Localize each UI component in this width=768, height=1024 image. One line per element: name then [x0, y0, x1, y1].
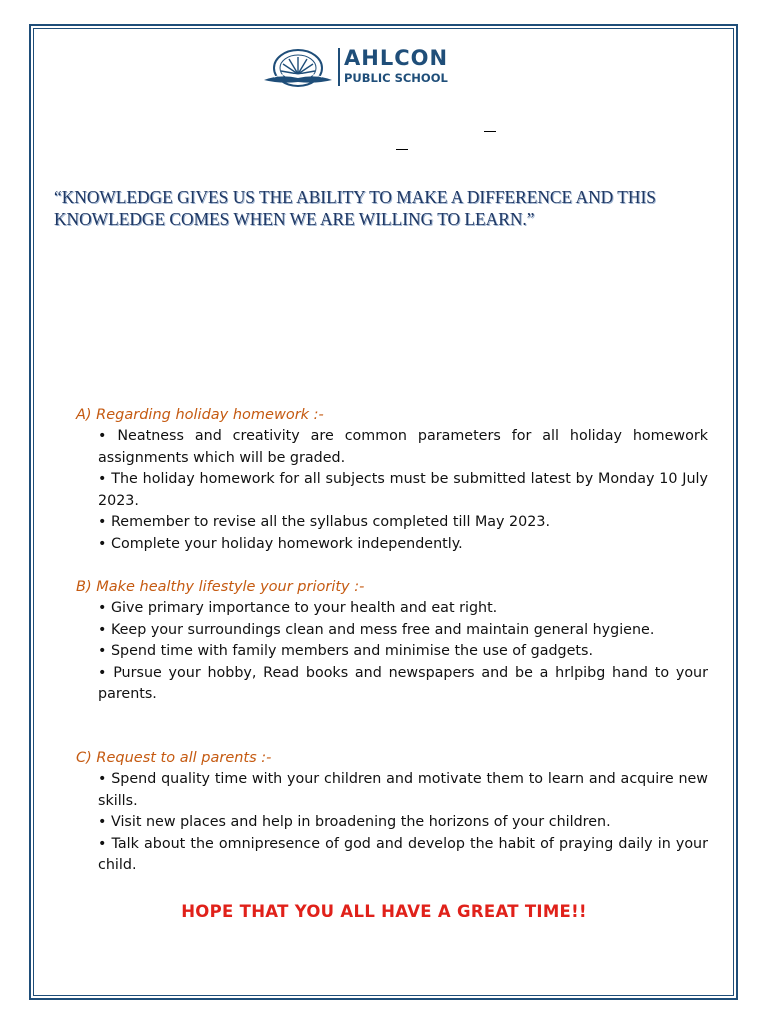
section-homework: [76, 404, 708, 555]
bullet-item: • Talk about the omnipresence of god and develop the habit of praying daily in your child.: [98, 835, 708, 873]
school-logo: [260, 44, 460, 90]
dash-mark: [396, 149, 408, 150]
dash-mark: [484, 131, 496, 132]
bullet-list: [76, 426, 708, 555]
bullet-item: • Pursue your hobby, Read books and newspapers and be a hrlpibg hand to your parents.: [98, 664, 708, 702]
section-heading: B) Make healthy lifestyle your priority :-: [76, 579, 365, 595]
closing-message: HOPE THAT YOU ALL HAVE A GREAT TIME!!: [181, 902, 587, 921]
section-parents: [76, 747, 708, 877]
bullet-item: • Visit new places and help in broadening the horizons of your children.: [98, 814, 611, 830]
bullet-item: • Remember to revise all the syllabus completed till May 2023.: [98, 514, 550, 530]
section-heading: C) Request to all parents :-: [76, 750, 272, 766]
school-name: AHLCON: [344, 46, 449, 70]
bullet-item: • Complete your holiday homework independently.: [98, 535, 463, 552]
bullet-list: [76, 598, 708, 706]
bullet-item: • Neatness and creativity are common parameters for all holiday homework assignments which will be graded.: [98, 428, 708, 466]
bullet-item: • Keep your surroundings clean and mess free and maintain general hygiene.: [98, 621, 655, 638]
section-lifestyle: [76, 576, 708, 706]
bullet-item: • Give primary importance to your health and eat right.: [98, 600, 498, 616]
motto-quote: “KNOWLEDGE GIVES US THE ABILITY TO MAKE A DIFFERENCE AND THIS KNOWLEDGE COMES WHEN WE ARE WILLING TO LEARN.”: [54, 187, 656, 229]
logo-divider: [338, 48, 340, 86]
school-emblem-icon: [260, 44, 336, 88]
section-heading: A) Regarding holiday homework :-: [76, 407, 324, 423]
bullet-list: [76, 769, 708, 877]
school-subtitle: PUBLIC SCHOOL: [344, 71, 448, 85]
bullet-item: • Spend time with family members and minimise the use of gadgets.: [98, 643, 594, 659]
bullet-item: • Spend quality time with your children and motivate them to learn and acquire new skills.: [98, 771, 708, 809]
bullet-item: • The holiday homework for all subjects must be submitted latest by Monday 10 July 2023.: [98, 471, 708, 509]
